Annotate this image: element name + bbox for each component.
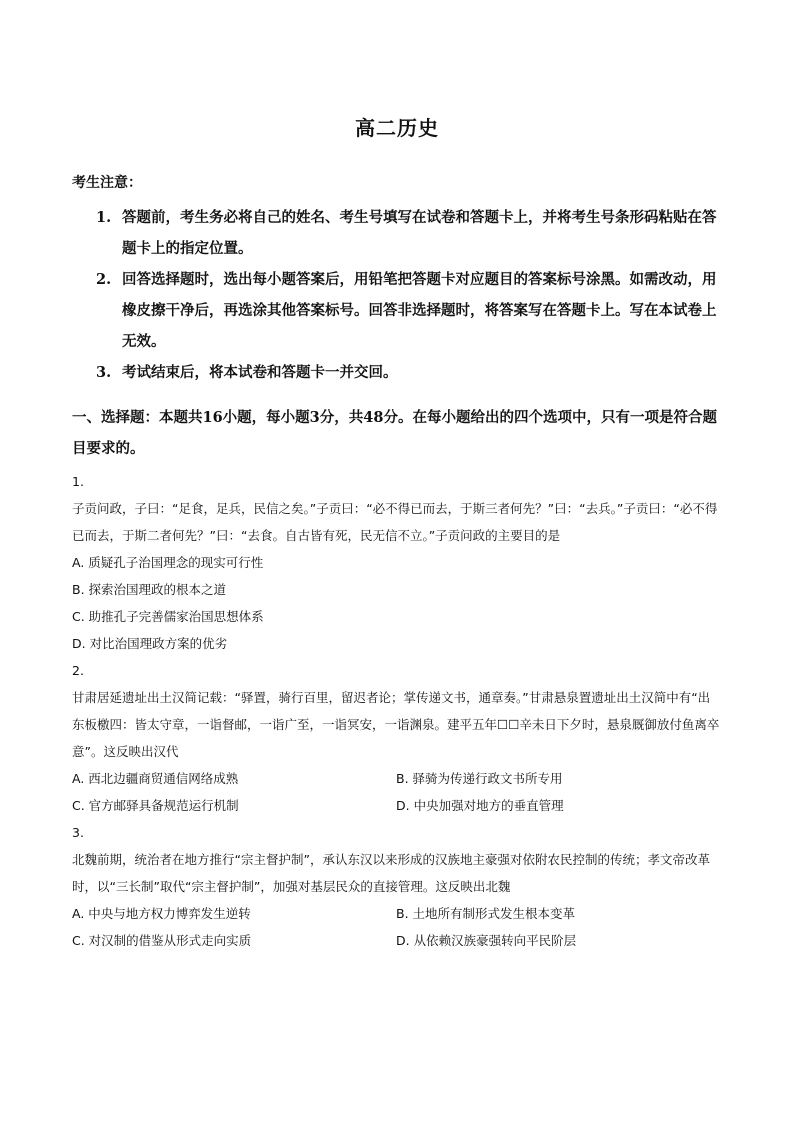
- notice-item: [96, 264, 724, 357]
- question-stem: 北魏前期，统治者在地方推行“宗主督护制”，承认东汉以来形成的汉族地主豪强对依附农民控制的传统；孝文帝改革时，以“三长制”取代“宗主督护制”，加强对基层民众的直接管理。这反映出北魏: [72, 852, 710, 894]
- option-b: B. 土地所有制形式发生根本变革: [396, 906, 576, 921]
- option-row: [72, 765, 722, 792]
- option-c: C. 对汉制的借鉴从形式走向实质: [72, 933, 252, 948]
- option-a: A. 西北边疆商贸通信网络成熟: [72, 771, 239, 786]
- notice-item-number: 3.: [96, 364, 112, 381]
- notice-item-text: 答题前，考生务必将自己的姓名、考生号填写在试卷和答题卡上，并将考生号条形码粘贴在答题卡上的指定位置。: [122, 209, 717, 257]
- option-c: C. 助推孔子完善儒家治国思想体系: [72, 609, 264, 624]
- notice-item-text: 考试结束后，将本试卷和答题卡一并交回。: [122, 364, 398, 381]
- option-d: D. 中央加强对地方的垂直管理: [396, 798, 564, 813]
- notice-list: [96, 202, 724, 388]
- section-heading: 一、选择题：本题共16小题，每小题3分，共48分。在每小题给出的四个选项中，只有一项是符合题目要求的。: [72, 409, 717, 457]
- option-a: A. 质疑孔子治国理念的现实可行性: [72, 555, 264, 570]
- notice-item: [96, 202, 724, 264]
- notice-item: [96, 357, 724, 388]
- notice-item-number: 2.: [96, 271, 112, 288]
- question-3: [72, 819, 722, 954]
- option-b: B. 驿骑为传递行政文书所专用: [396, 771, 563, 786]
- notice-heading: 考生注意：: [72, 175, 142, 191]
- option-b: B. 探索治国理政的根本之道: [72, 582, 227, 597]
- option-row: [72, 900, 722, 927]
- question-2: [72, 657, 722, 819]
- question-number: 2.: [72, 663, 84, 678]
- option-c: C. 官方邮驿具备规范运行机制: [72, 798, 239, 813]
- notice-item-text: 回答选择题时，选出每小题答案后，用铅笔把答题卡对应题目的答案标号涂黑。如需改动，用橡皮擦干净后，再选涂其他答案标号。回答非选择题时，将答案写在答题卡上。写在本试卷上无效。: [122, 271, 717, 350]
- option-a: A. 中央与地方权力博弈发生逆转: [72, 906, 251, 921]
- question-list: [72, 468, 722, 954]
- question-stem: 子贡问政，子曰：“足食，足兵，民信之矣。”子贡曰：“必不得已而去，于斯三者何先？”曰：“去兵。”子贡曰：“必不得已而去，于斯二者何先？”曰：“去食。自古皆有死，民无信不立。”子贡问政的主要目的是: [72, 501, 718, 543]
- page-title: 高二历史: [355, 116, 439, 140]
- question-number: 3.: [72, 825, 84, 840]
- option-d: D. 对比治国理政方案的优劣: [72, 636, 228, 651]
- question-number: 1.: [72, 474, 84, 489]
- option-row: [72, 792, 722, 819]
- notice-item-number: 1.: [96, 209, 112, 226]
- question-stem: 甘肃居延遗址出土汉简记载：“驿置，骑行百里，留迟者论；掌传递文书，通章奏。”甘肃悬泉置遗址出土汉简中有“出东板檄四：皆太守章，一诣督邮，一诣广至，一诣冥安，一诣渊泉。建平五年☐☐辛未日下夕时，悬泉厩御放付鱼离卒意”。这反映出汉代: [72, 690, 720, 759]
- option-row: [72, 927, 722, 954]
- question-1: [72, 468, 722, 657]
- option-d: D. 从依赖汉族豪强转向平民阶层: [396, 933, 577, 948]
